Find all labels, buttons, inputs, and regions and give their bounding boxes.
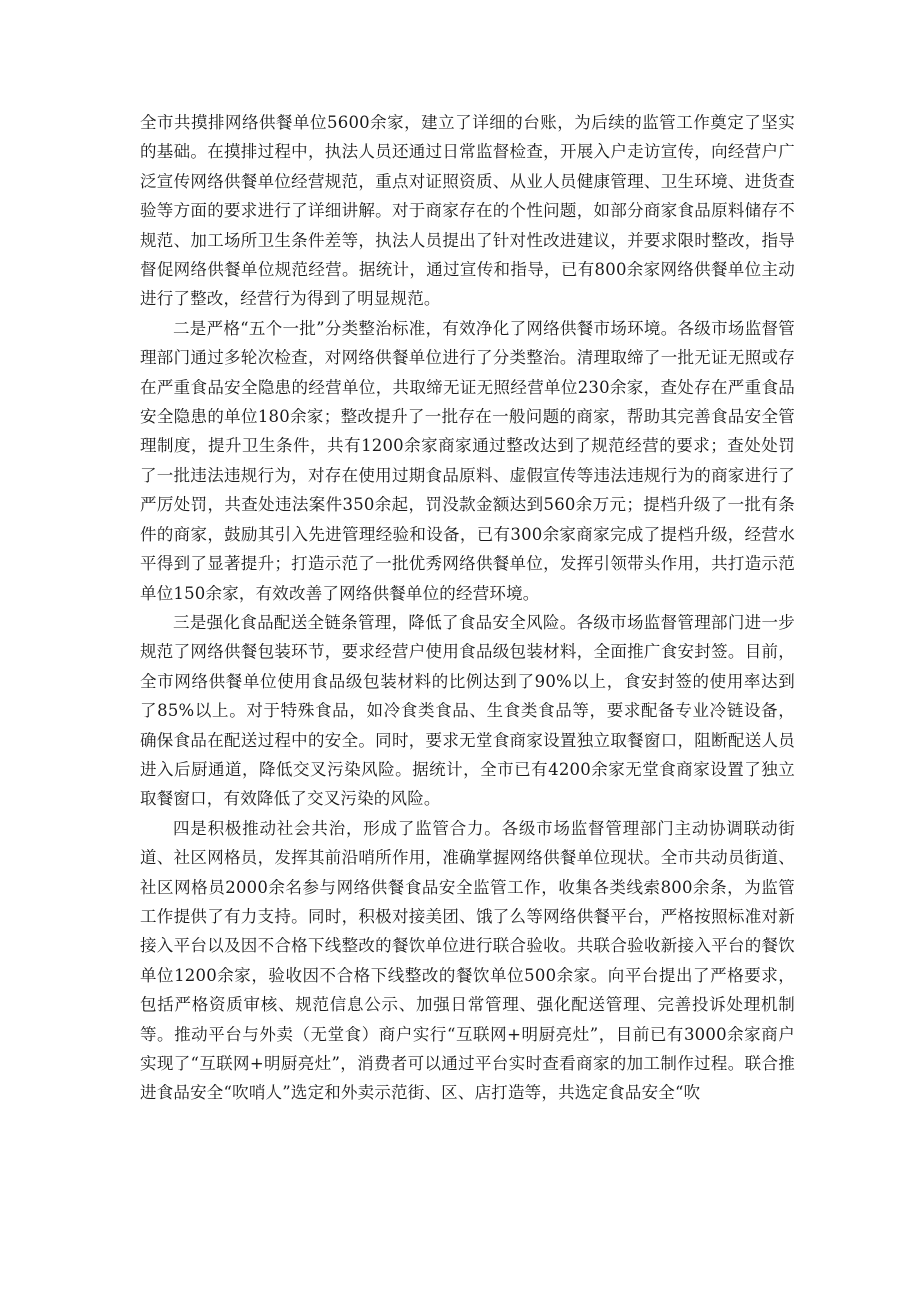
paragraph-4: 四是积极推动社会共治，形成了监管合力。各级市场监督管理部门主动协调联动街道、社区网格员，发挥其前沿哨所作用，准确掌握网络供餐单位现状。全市共动员街道、社区网格员2000余名参与网络供餐食品安全监管工作，收集各类线索800余条，为监管工作提供了有力支持。同时，积极对接美团、饿了么等网络供餐平台，严格按照标准对新接入平台以及因不合格下线整改的餐饮单位进行联合验收。共联合验收新接入平台的餐饮单位1200余家，验收因不合格下线整改的餐饮单位500余家。向平台提出了严格要求，包括严格资质审核、规范信息公示、加强日常管理、强化配送管理、完善投诉处理机制等。推动平台与外卖（无堂食）商户实行“互联网+明厨亮灶”，目前已有3000余家商户实现了“互联网+明厨亮灶”，消费者可以通过平台实时查看商家的加工制作过程。联合推进食品安全“吹哨人”选定和外卖示范街、区、店打造等，共选定食品安全“吹 — [140, 818, 795, 1103]
document-page — [140, 108, 795, 1108]
paragraph-1: 全市共摸排网络供餐单位5600余家，建立了详细的台账，为后续的监管工作奠定了坚实的基础。在摸排过程中，执法人员还通过日常监督检查，开展入户走访宣传，向经营户广泛宣传网络供餐单位经营规范，重点对证照资质、从业人员健康管理、卫生环境、进货查验等方面的要求进行了详细讲解。对于商家存在的个性问题，如部分商家食品原料储存不规范、加工场所卫生条件差等，执法人员提出了针对性改进建议，并要求限时整改，指导督促网络供餐单位规范经营。据统计，通过宣传和指导，已有800余家网络供餐单位主动进行了整改，经营行为得到了明显规范。 — [140, 113, 795, 309]
paragraph-3: 三是强化食品配送全链条管理，降低了食品安全风险。各级市场监督管理部门进一步规范了网络供餐包装环节，要求经营户使用食品级包装材料，全面推广食安封签。目前，全市网络供餐单位使用食品级包装材料的比例达到了90%以上，食安封签的使用率达到了85%以上。对于特殊食品，如冷食类食品、生食类食品等，要求配备专业冷链设备，确保食品在配送过程中的安全。同时，要求无堂食商家设置独立取餐窗口，阻断配送人员进入后厨通道，降低交叉污染风险。据统计，全市已有4200余家无堂食商家设置了独立取餐窗口，有效降低了交叉污染的风险。 — [140, 612, 795, 809]
paragraph-2: 二是严格“五个一批”分类整治标准，有效净化了网络供餐市场环境。各级市场监督管理部门通过多轮次检查，对网络供餐单位进行了分类整治。清理取缔了一批无证无照或存在严重食品安全隐患的经营单位，共取缔无证无照经营单位230余家，查处存在严重食品安全隐患的单位180余家；整改提升了一批存在一般问题的商家，帮助其完善食品安全管理制度，提升卫生条件，共有1200余家商家通过整改达到了规范经营的要求；查处处罚了一批违法违规行为，对存在使用过期食品原料、虚假宣传等违法违规行为的商家进行了严厉处罚，共查处违法案件350余起，罚没款金额达到560余万元；提档升级了一批有条件的商家，鼓励其引入先进管理经验和设备，已有300余家商家完成了提档升级，经营水平得到了显著提升；打造示范了一批优秀网络供餐单位，发挥引领带头作用，共打造示范单位150余家，有效改善了网络供餐单位的经营环境。 — [140, 318, 795, 603]
